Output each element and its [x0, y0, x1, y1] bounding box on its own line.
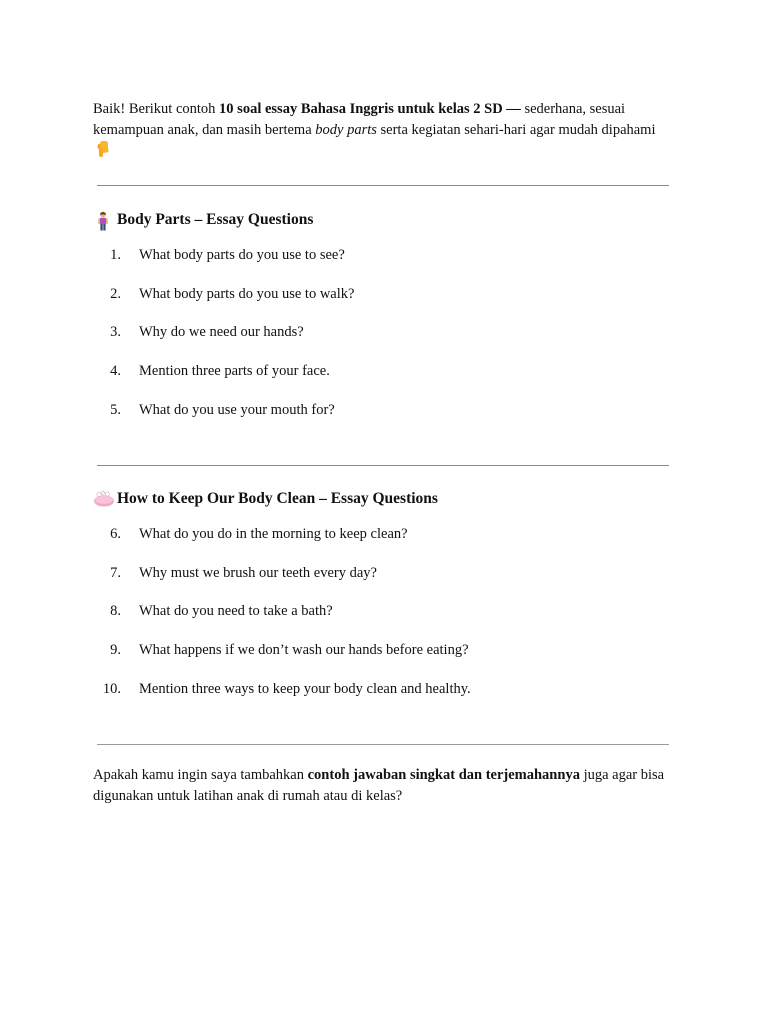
list-item — [93, 322, 673, 361]
list-item — [93, 284, 673, 323]
question-number: 9. — [110, 642, 121, 659]
intro-text-middle: sederhana, sesuai kemampuan anak, dan masih bertema — [93, 101, 626, 138]
intro-paragraph — [93, 99, 673, 165]
question-number: 6. — [110, 526, 121, 542]
list-item — [93, 640, 673, 679]
closing-text-end: juga agar bisa digunakan untuk latihan anak di rumah atau di kelas? — [93, 767, 665, 804]
question-number: 8. — [110, 603, 121, 620]
closing-bold-text: contoh jawaban singkat dan terjemahannya — [307, 767, 580, 783]
soap-icon — [93, 490, 113, 508]
question-number: 1. — [110, 247, 121, 263]
question-text: Why must we brush our teeth every day? — [139, 564, 377, 581]
section-heading-keep-clean — [93, 490, 438, 508]
intro-italic-text: body parts — [315, 121, 377, 138]
list-item — [93, 601, 673, 640]
question-number: 4. — [110, 363, 121, 380]
section-title: How to Keep Our Body Clean – Essay Questions — [117, 490, 438, 507]
question-list-keep-clean — [93, 524, 673, 717]
section-divider — [97, 185, 669, 186]
list-item — [93, 361, 673, 400]
section-heading-body-parts — [93, 211, 313, 229]
list-item — [93, 679, 673, 718]
question-list-body-parts — [93, 245, 673, 438]
question-text: What happens if we don’t wash our hands before eating? — [139, 642, 469, 659]
section-title: Body Parts – Essay Questions — [117, 211, 314, 228]
intro-text-start: Baik! Berikut contoh — [93, 101, 220, 117]
question-text: Why do we need our hands? — [139, 324, 304, 341]
list-item — [93, 563, 673, 602]
pointing-down-hand-icon — [95, 140, 112, 165]
question-text: What body parts do you use to see? — [139, 247, 345, 263]
question-text: What do you use your mouth for? — [139, 401, 335, 418]
question-text: What do you need to take a bath? — [139, 603, 333, 620]
question-number: 7. — [110, 564, 121, 581]
question-number: 5. — [110, 401, 121, 418]
question-text: Mention three parts of your face. — [139, 363, 330, 380]
question-text: Mention three ways to keep your body clean and healthy. — [139, 680, 471, 697]
question-number: 2. — [110, 285, 121, 302]
list-item — [93, 400, 673, 439]
closing-paragraph — [93, 765, 683, 806]
section-divider — [97, 744, 669, 745]
section-divider — [97, 465, 669, 466]
question-text: What do you do in the morning to keep clean? — [139, 526, 408, 542]
closing-text-start: Apakah kamu ingin saya tambahkan — [93, 767, 308, 783]
question-text: What body parts do you use to walk? — [139, 285, 355, 302]
person-standing-icon — [93, 211, 113, 229]
question-number: 10. — [102, 680, 121, 697]
list-item — [93, 524, 673, 563]
question-number: 3. — [110, 324, 121, 341]
intro-bold-text: 10 soal essay Bahasa Inggris untuk kelas 2 SD — — [219, 101, 521, 117]
list-item — [93, 245, 673, 284]
intro-text-end: serta kegiatan sehari-hari agar mudah dipahami — [376, 121, 656, 138]
